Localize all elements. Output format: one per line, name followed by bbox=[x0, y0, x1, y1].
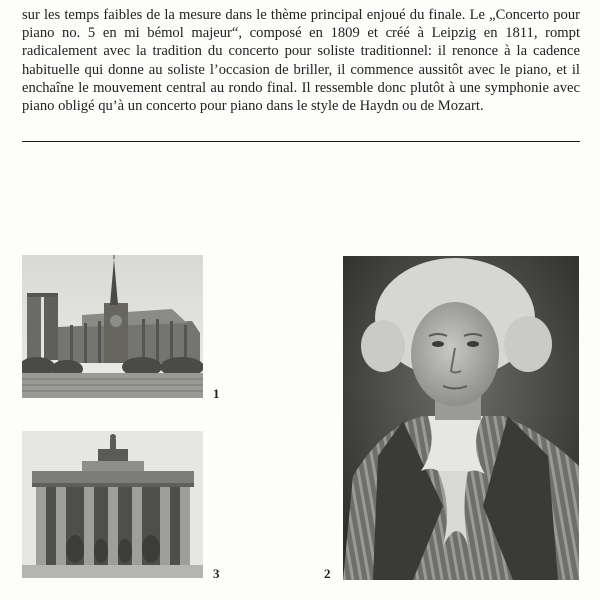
figure-number-3: 3 bbox=[213, 566, 220, 581]
figure-number-1: 1 bbox=[213, 386, 220, 401]
body-paragraph: sur les temps faibles de la mesure dans le thème principal enjoué du finale. Le „Concerto pour piano no. 5 en mi bémol majeur“, composé en 1809 et créé à Leipzig en 1811, rompt radicalement avec la tradition du concerto pour soliste traditionnel: il renonce à la cadence habituelle qui donne au soliste l’occasion de briller, il commence aussitôt avec le piano, et il enchaîne le mouvement central au rondo final. Il ressemble donc plutôt à une symphonie avec piano obligé qu’à un concerto pour piano dans le style de Haydn ou de Mozart. bbox=[22, 7, 580, 115]
portrait-photo bbox=[343, 256, 579, 580]
section-rule bbox=[22, 141, 580, 142]
cathedral-photo bbox=[22, 255, 203, 398]
figure-number-2: 2 bbox=[324, 566, 331, 581]
gate-photo bbox=[22, 431, 203, 578]
